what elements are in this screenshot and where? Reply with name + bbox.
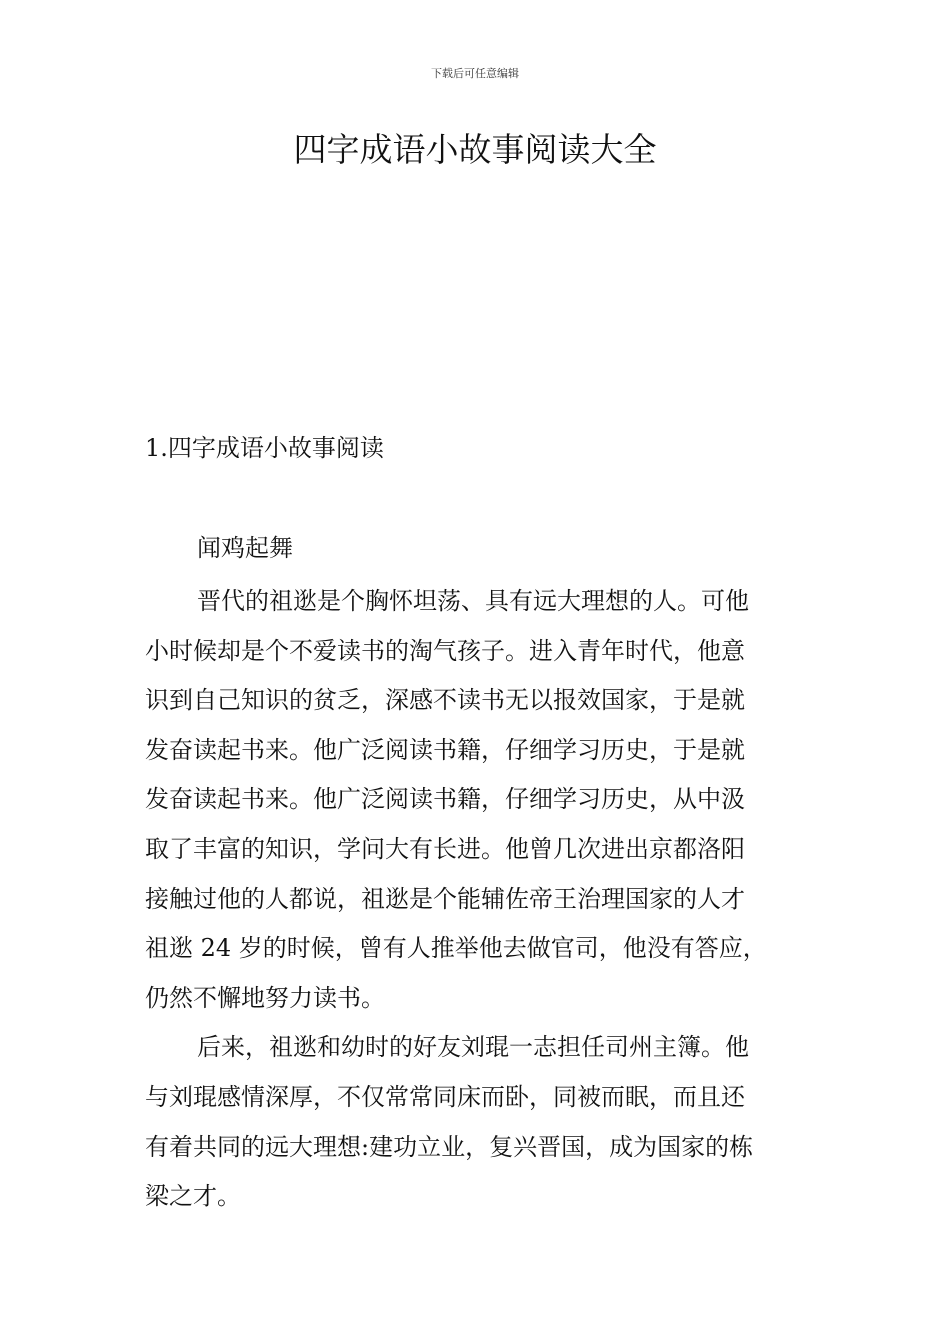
paragraph-line: 发奋读起书来。他广泛阅读书籍，仔细学习历史，从中汲 — [145, 785, 745, 814]
paragraph-line: 取了丰富的知识，学问大有长进。他曾几次进出京都洛阳 — [145, 834, 745, 863]
paragraph-line: 与刘琨感情深厚，不仅常常同床而卧，同被而眠，而且还 — [145, 1082, 745, 1111]
paragraph-line: 小时候却是个不爱读书的淘气孩子。进入青年时代，他意 — [145, 636, 745, 665]
story-title: 闻鸡起舞 — [197, 534, 293, 562]
paragraph-line: 梁之才。 — [145, 1182, 241, 1211]
story-body — [145, 577, 825, 1222]
paragraph-1 — [145, 577, 825, 1023]
header-note: 下载后可任意编辑 — [431, 67, 519, 80]
paragraph-2 — [145, 1023, 825, 1221]
paragraph-line: 晋代的祖逖是个胸怀坦荡、具有远大理想的人。可他 — [197, 587, 749, 615]
paragraph-line: 接触过他的人都说，祖逖是个能辅佐帝王治理国家的人才 — [145, 884, 745, 913]
paragraph-line: 识到自己知识的贫乏，深感不读书无以报效国家，于是就 — [145, 686, 745, 715]
paragraph-line: 后来，祖逖和幼时的好友刘琨一志担任司州主簿。他 — [197, 1033, 749, 1062]
paragraph-line: 仍然不懈地努力读书。 — [145, 983, 385, 1012]
document-title: 四字成语小故事阅读大全 — [293, 130, 657, 169]
paragraph-line: 发奋读起书来。他广泛阅读书籍，仔细学习历史，于是就 — [145, 735, 745, 764]
paragraph-line: 祖逖 24 岁的时候，曾有人推举他去做官司，他没有答应， — [145, 934, 767, 963]
paragraph-line: 有着共同的远大理想:建功立业，复兴晋国，成为国家的栋 — [145, 1132, 754, 1161]
section-heading: 1.四字成语小故事阅读 — [145, 434, 384, 462]
